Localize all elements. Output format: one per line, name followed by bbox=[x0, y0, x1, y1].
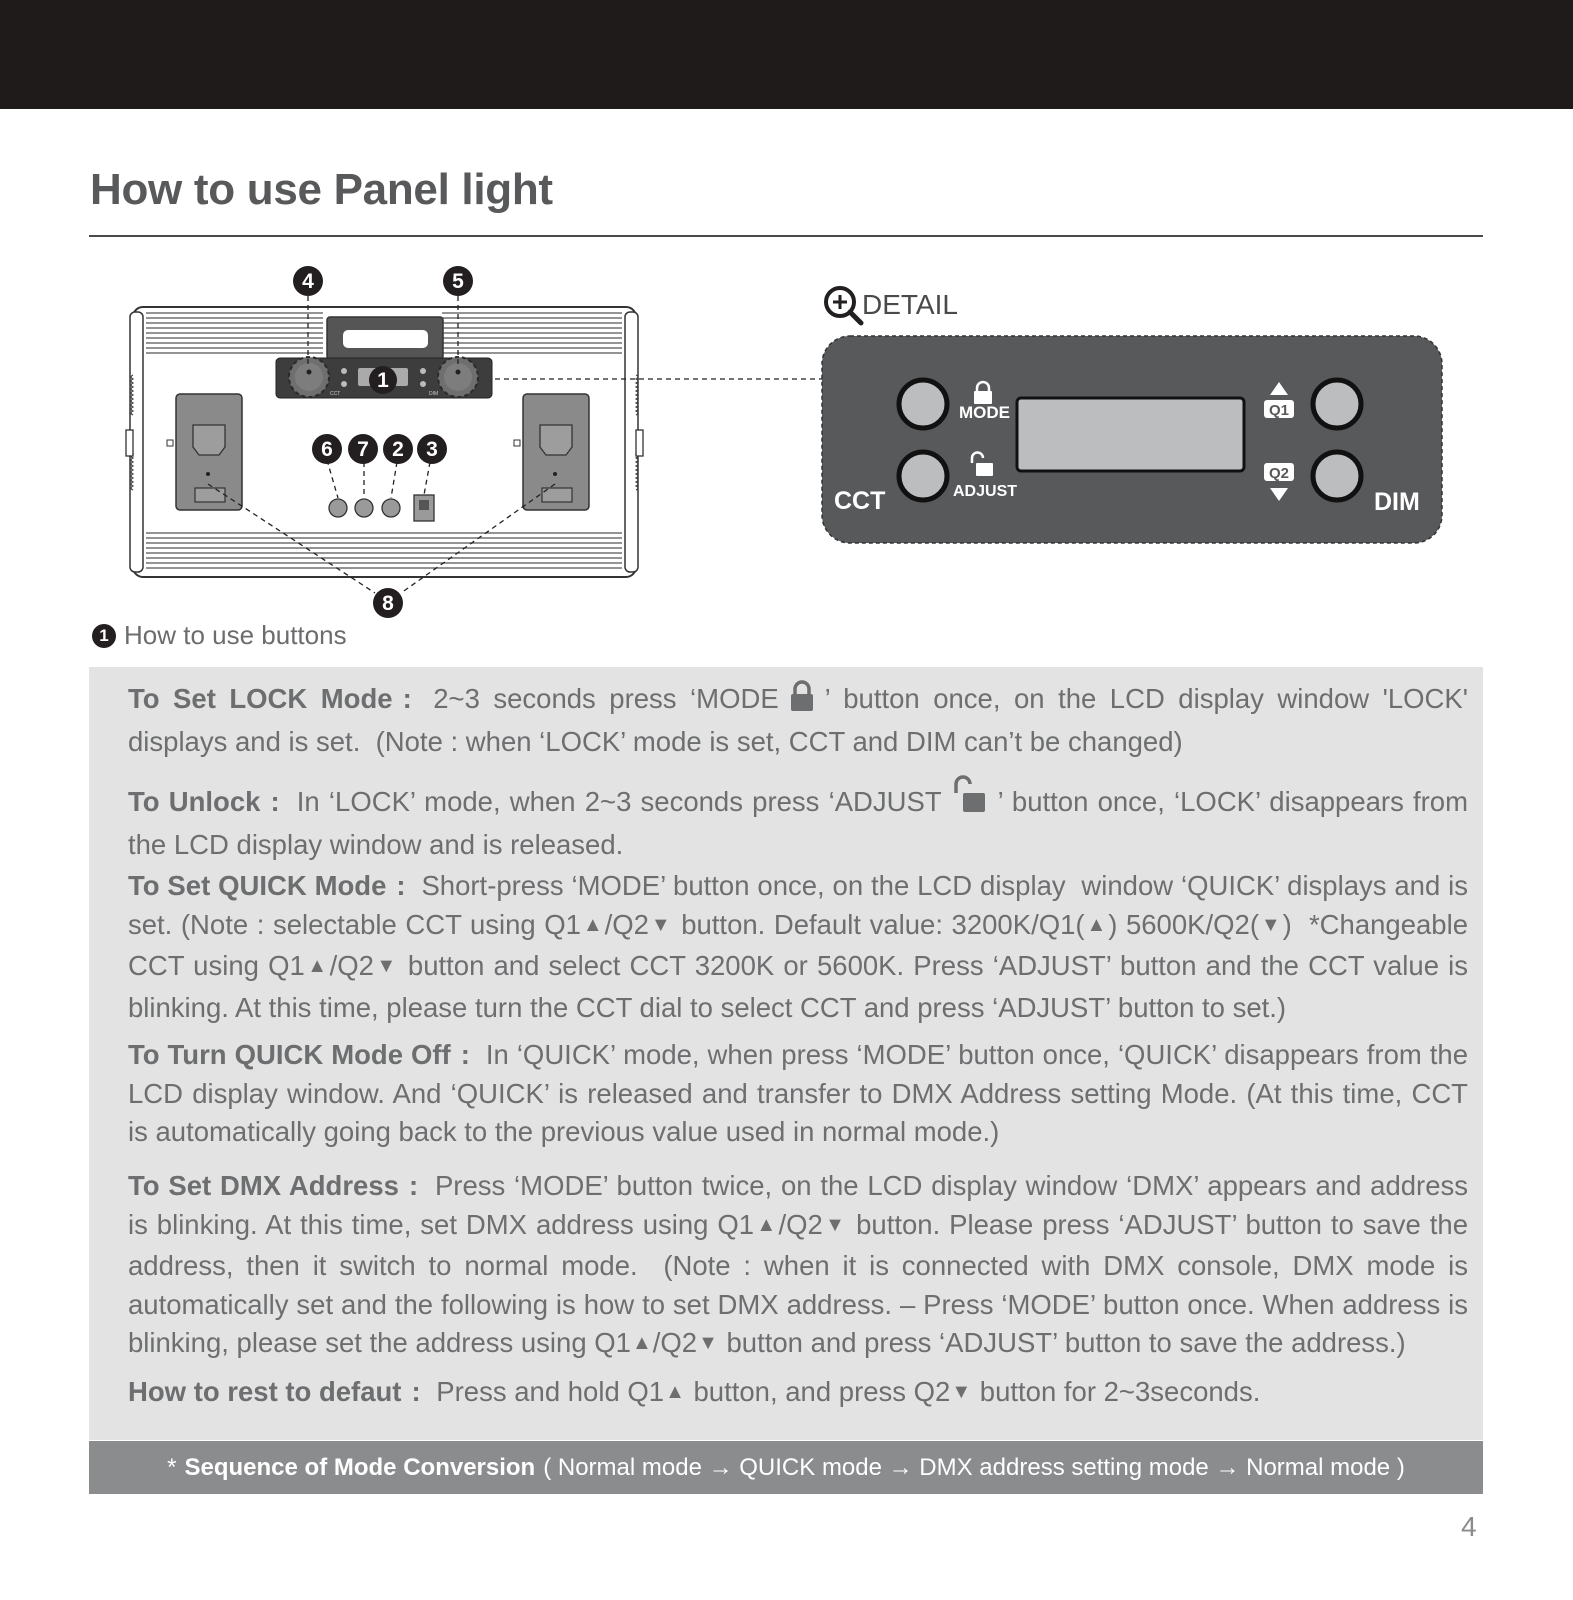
battery-plate-left bbox=[167, 394, 242, 510]
device-dim-mark: DIM bbox=[429, 391, 439, 397]
up-arrow-icon: ▲ bbox=[665, 1381, 685, 1403]
panel-light-device bbox=[126, 307, 643, 577]
down-arrow-icon: ▼ bbox=[951, 1381, 972, 1403]
quick-heading: To Set QUICK Mode bbox=[128, 870, 387, 901]
detail-label: DETAIL bbox=[862, 289, 958, 320]
callout-8 bbox=[373, 588, 403, 618]
section-number-badge: 1 bbox=[92, 624, 116, 648]
q1-button bbox=[1313, 380, 1361, 428]
down-arrow-icon: ▼ bbox=[1259, 913, 1282, 936]
panel-light-diagram bbox=[0, 240, 1573, 620]
sequence-bar bbox=[89, 1441, 1483, 1494]
unlock-icon bbox=[952, 775, 988, 826]
instruction-dmx: To Set DMX Address : Press ‘MODE’ button twice, on the LCD display window ‘DMX’ appears and address is blinking. At this time, set DMX address using Q1▲/Q2▼ button. Please press ‘ADJUST’ button to save the address, then it switch to normal mode. (Note : when it is connected with DMX console, DMX mode is automatically set and the following is how to set DMX address. – Press ‘MODE’ button once. When address is blinking, please set the address using Q1▲/Q2▼ button and press ‘ADJUST’ button to save the address.) bbox=[128, 1170, 1469, 1358]
up-arrow-icon: ▲ bbox=[631, 1332, 652, 1354]
mode-button bbox=[899, 380, 947, 428]
cct-label: CCT bbox=[834, 487, 886, 515]
detail-heading bbox=[826, 288, 958, 323]
sequence-heading: Sequence of Mode Conversion bbox=[184, 1453, 536, 1481]
cct-dial bbox=[289, 357, 329, 397]
svg-text:7: 7 bbox=[357, 438, 369, 461]
section-heading bbox=[92, 620, 347, 651]
adjust-label: ADJUST bbox=[953, 483, 1018, 500]
q1-label: Q1 bbox=[1268, 402, 1290, 419]
up-arrow-icon: ▲ bbox=[755, 1213, 778, 1236]
lcd-display bbox=[1017, 398, 1244, 471]
down-arrow-icon: ▼ bbox=[698, 1332, 718, 1354]
down-arrow-icon: ▼ bbox=[649, 913, 672, 936]
page-number: 4 bbox=[1461, 1511, 1477, 1542]
q2-label: Q2 bbox=[1268, 465, 1290, 482]
q2-button bbox=[1313, 452, 1361, 500]
instruction-quick: To Set QUICK Mode : Short-press ‘MODE’ button once, on the LCD display window ‘QUICK’ displays and is set. (Note : selectable CCT using Q1▲/Q2▼ button. Default value: 3200K/Q1(▲) 5600K/Q2(▼) *Changeable CCT using Q1▲/Q2▼ button and select CCT 3200K or 5600K. Press ‘ADJUST’ button and the CCT value is blinking. At this time, please turn the CCT dial to select CCT and press ‘ADJUST’ button to set.) bbox=[128, 870, 1469, 1023]
svg-text:1: 1 bbox=[377, 369, 389, 392]
lock-heading: To Set LOCK Mode bbox=[128, 683, 393, 714]
instruction-reset: How to rest to defaut : Press and hold Q1▲ button, and press Q2▼ button for 2~3seconds. bbox=[128, 1376, 1261, 1407]
svg-text:6: 6 bbox=[321, 438, 333, 461]
quick-off-heading: To Turn QUICK Mode Off bbox=[128, 1039, 451, 1070]
up-arrow-icon: ▲ bbox=[305, 955, 329, 977]
page-title: How to use Panel light bbox=[90, 165, 553, 214]
callout-3 bbox=[417, 434, 447, 464]
callout-5 bbox=[443, 266, 473, 296]
callout-7 bbox=[348, 434, 378, 464]
up-arrow-icon: ▲ bbox=[1085, 913, 1108, 936]
sequence-text: ( Normal mode → QUICK mode → DMX address setting mode → Normal mode ) bbox=[543, 1453, 1405, 1481]
instruction-unlock: To Unlock : In ‘LOCK’ mode, when 2~3 seconds press ‘ADJUST ’ button once, ‘LOCK’ disappears from the LCD display window and is released. bbox=[128, 775, 1468, 864]
dim-label: DIM bbox=[1374, 488, 1420, 516]
svg-text:2: 2 bbox=[392, 438, 404, 461]
reset-heading: How to rest to defaut bbox=[128, 1376, 402, 1407]
adjust-button bbox=[899, 452, 947, 500]
down-arrow-icon: ▼ bbox=[374, 955, 398, 977]
svg-text:5: 5 bbox=[452, 270, 464, 293]
section-label: How to use buttons bbox=[124, 620, 347, 650]
top-header-bar bbox=[0, 0, 1573, 109]
instruction-lock: To Set LOCK Mode : 2~3 seconds press ‘MODE ’ button once, on the LCD display window 'LOCK' displays and is set. (Note : when ‘LOCK’ mode is set, CCT and DIM can’t be changed) bbox=[128, 680, 1468, 761]
svg-text:3: 3 bbox=[426, 438, 438, 461]
device-cct-mark: CCT bbox=[330, 391, 341, 397]
instruction-quick-off: To Turn QUICK Mode Off : In ‘QUICK’ mode, when press ‘MODE’ button once, ‘QUICK’ disappears from the LCD display window. And ‘QUICK’ is released and transfer to DMX Address setting Mode. (At this time, CCT is automatically going back to the previous value used in normal mode.) bbox=[128, 1039, 1468, 1147]
callout-6 bbox=[312, 434, 342, 464]
mode-label: MODE bbox=[959, 403, 1010, 422]
unlock-heading: To Unlock bbox=[128, 786, 261, 817]
svg-text:4: 4 bbox=[302, 270, 314, 293]
control-panel-detail bbox=[822, 336, 1442, 543]
callout-4 bbox=[293, 266, 323, 296]
dmx-heading: To Set DMX Address bbox=[128, 1170, 399, 1201]
up-arrow-icon: ▲ bbox=[581, 913, 604, 936]
lock-icon bbox=[789, 680, 815, 723]
battery-plate-right bbox=[514, 394, 589, 510]
callout-2 bbox=[383, 434, 413, 464]
zoom-in-icon bbox=[826, 288, 861, 323]
down-arrow-icon: ▼ bbox=[823, 1213, 847, 1236]
sequence-prefix: * bbox=[167, 1453, 177, 1481]
svg-text:8: 8 bbox=[382, 592, 394, 615]
callout-1 bbox=[369, 366, 397, 394]
title-divider bbox=[89, 235, 1483, 237]
